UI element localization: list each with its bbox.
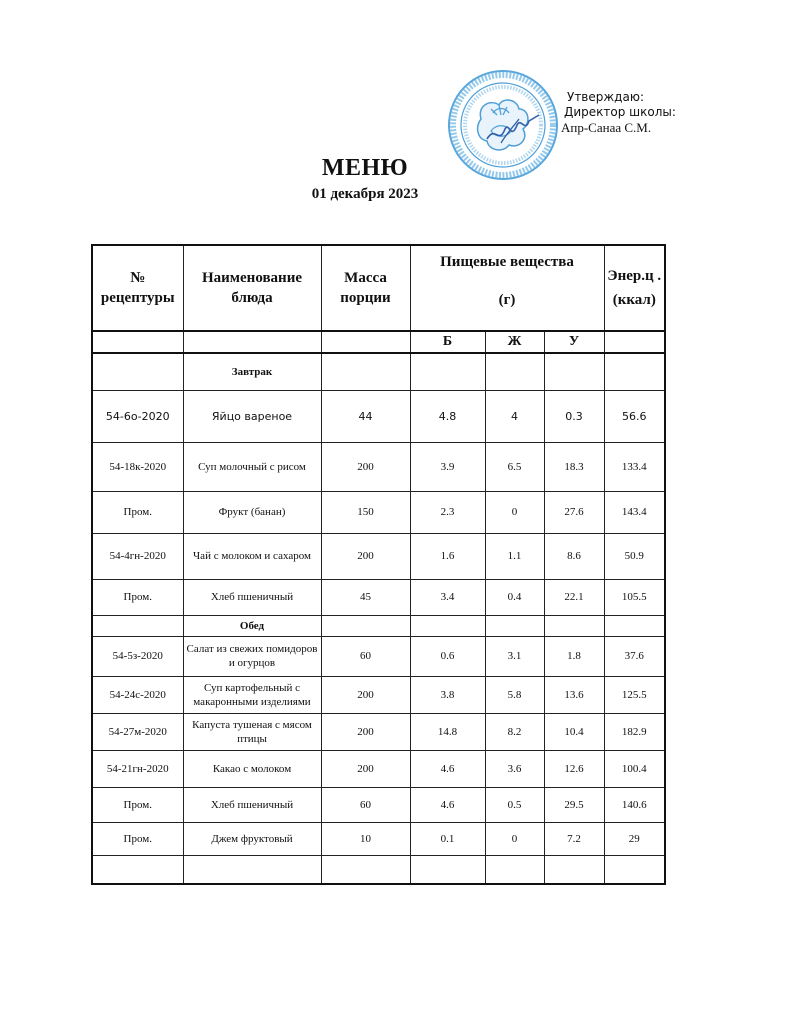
subheader-carbs: У: [544, 331, 604, 353]
dish-cell: Яйцо вареное: [183, 390, 321, 442]
header-nutrients: [410, 245, 604, 331]
carbs-cell: 13.6: [544, 676, 604, 713]
dish-cell: Суп молочный с рисом: [183, 442, 321, 491]
dish-cell: Чай с молоком и сахаром: [183, 533, 321, 579]
fat-cell: 3.6: [485, 750, 544, 787]
table-row: [92, 676, 665, 713]
header-nutrients-label: Пищевые вещества: [440, 254, 574, 270]
protein-cell: 3.9: [410, 442, 485, 491]
header-dish-name: Наименование блюда: [183, 245, 321, 331]
recipe-cell: Пром.: [92, 491, 183, 533]
header-recipe-no: № рецептуры: [92, 245, 183, 331]
protein-cell: 0.1: [410, 822, 485, 855]
header-energy-unit: (ккал): [612, 292, 656, 308]
recipe-cell: 54-6о-2020: [92, 390, 183, 442]
carbs-cell: 12.6: [544, 750, 604, 787]
kcal-cell: 140.6: [604, 787, 665, 822]
recipe-cell: 54-4гн-2020: [92, 533, 183, 579]
mass-cell: 200: [321, 750, 410, 787]
kcal-cell: 125.5: [604, 676, 665, 713]
header-nutrients-unit: (г): [498, 292, 516, 308]
subheader-empty: [92, 331, 183, 353]
carbs-cell: 0.3: [544, 390, 604, 442]
dish-cell: Фрукт (банан): [183, 491, 321, 533]
subheader-protein: Б: [410, 331, 485, 353]
dish-cell: Капуста тушеная с мясом птицы: [183, 713, 321, 750]
header-energy-label: Энер.ц .: [607, 268, 662, 284]
director-name: Апр-Санаа С.М.: [561, 120, 652, 135]
table-row: [92, 533, 665, 579]
page-title: МЕНЮ: [321, 155, 409, 181]
dish-cell: Какао с молоком: [183, 750, 321, 787]
kcal-cell: 50.9: [604, 533, 665, 579]
fat-cell: 8.2: [485, 713, 544, 750]
carbs-cell: 29.5: [544, 787, 604, 822]
mass-cell: 200: [321, 713, 410, 750]
carbs-cell: 8.6: [544, 533, 604, 579]
recipe-cell: 54-18к-2020: [92, 442, 183, 491]
fat-cell: 4: [485, 390, 544, 442]
carbs-cell: 7.2: [544, 822, 604, 855]
protein-cell: 0.6: [410, 636, 485, 676]
fat-cell: 5.8: [485, 676, 544, 713]
section-title: Завтрак: [183, 353, 321, 390]
mass-cell: 60: [321, 787, 410, 822]
fat-cell: 6.5: [485, 442, 544, 491]
recipe-cell: Пром.: [92, 579, 183, 615]
table-row-empty: [92, 855, 665, 884]
carbs-cell: 10.4: [544, 713, 604, 750]
subheader-empty: [321, 331, 410, 353]
table-row: [92, 822, 665, 855]
dish-cell: Хлеб пшеничный: [183, 579, 321, 615]
fat-cell: 0.5: [485, 787, 544, 822]
protein-cell: 14.8: [410, 713, 485, 750]
section-row-breakfast: [92, 353, 665, 390]
protein-cell: 2.3: [410, 491, 485, 533]
subheader-empty: [183, 331, 321, 353]
mass-cell: 45: [321, 579, 410, 615]
fat-cell: 0: [485, 491, 544, 533]
table-row: [92, 579, 665, 615]
kcal-cell: 37.6: [604, 636, 665, 676]
table-row: [92, 491, 665, 533]
approval-label: Утверждаю:: [567, 90, 644, 104]
protein-cell: 3.4: [410, 579, 485, 615]
protein-cell: 4.6: [410, 750, 485, 787]
carbs-cell: 18.3: [544, 442, 604, 491]
protein-cell: 4.8: [410, 390, 485, 442]
protein-cell: 1.6: [410, 533, 485, 579]
header-portion: Масса порции: [321, 245, 410, 331]
table-row: [92, 787, 665, 822]
mass-cell: 200: [321, 676, 410, 713]
kcal-cell: 29: [604, 822, 665, 855]
recipe-cell: Пром.: [92, 787, 183, 822]
mass-cell: 10: [321, 822, 410, 855]
carbs-cell: 1.8: [544, 636, 604, 676]
mass-cell: 150: [321, 491, 410, 533]
subheader-fat: Ж: [485, 331, 544, 353]
recipe-cell: 54-5з-2020: [92, 636, 183, 676]
fat-cell: 0.4: [485, 579, 544, 615]
table-row: [92, 713, 665, 750]
fat-cell: 0: [485, 822, 544, 855]
approval-block: [561, 90, 676, 135]
recipe-cell: 54-24с-2020: [92, 676, 183, 713]
header-energy: [604, 245, 665, 331]
kcal-cell: 105.5: [604, 579, 665, 615]
kcal-cell: 143.4: [604, 491, 665, 533]
dish-cell: Салат из свежих помидоров и огурцов: [183, 636, 321, 676]
table-row: [92, 636, 665, 676]
director-title: Директор школы:: [564, 105, 676, 119]
section-title: Обед: [183, 615, 321, 636]
carbs-cell: 27.6: [544, 491, 604, 533]
recipe-cell: 54-21гн-2020: [92, 750, 183, 787]
carbs-cell: 22.1: [544, 579, 604, 615]
dish-cell: Суп картофельный с макаронными изделиями: [183, 676, 321, 713]
section-row-lunch: [92, 615, 665, 636]
fat-cell: 3.1: [485, 636, 544, 676]
recipe-cell: 54-27м-2020: [92, 713, 183, 750]
subheader-empty: [604, 331, 665, 353]
dish-cell: Джем фруктовый: [183, 822, 321, 855]
kcal-cell: 182.9: [604, 713, 665, 750]
kcal-cell: 100.4: [604, 750, 665, 787]
menu-table: [91, 244, 666, 885]
mass-cell: 60: [321, 636, 410, 676]
table-row: [92, 442, 665, 491]
table-row: [92, 750, 665, 787]
recipe-cell: Пром.: [92, 822, 183, 855]
menu-date: 01 декабря 2023: [311, 186, 419, 202]
mass-cell: 200: [321, 442, 410, 491]
protein-cell: 4.6: [410, 787, 485, 822]
kcal-cell: 56.6: [604, 390, 665, 442]
mass-cell: 44: [321, 390, 410, 442]
protein-cell: 3.8: [410, 676, 485, 713]
fat-cell: 1.1: [485, 533, 544, 579]
table-row: [92, 390, 665, 442]
mass-cell: 200: [321, 533, 410, 579]
kcal-cell: 133.4: [604, 442, 665, 491]
dish-cell: Хлеб пшеничный: [183, 787, 321, 822]
